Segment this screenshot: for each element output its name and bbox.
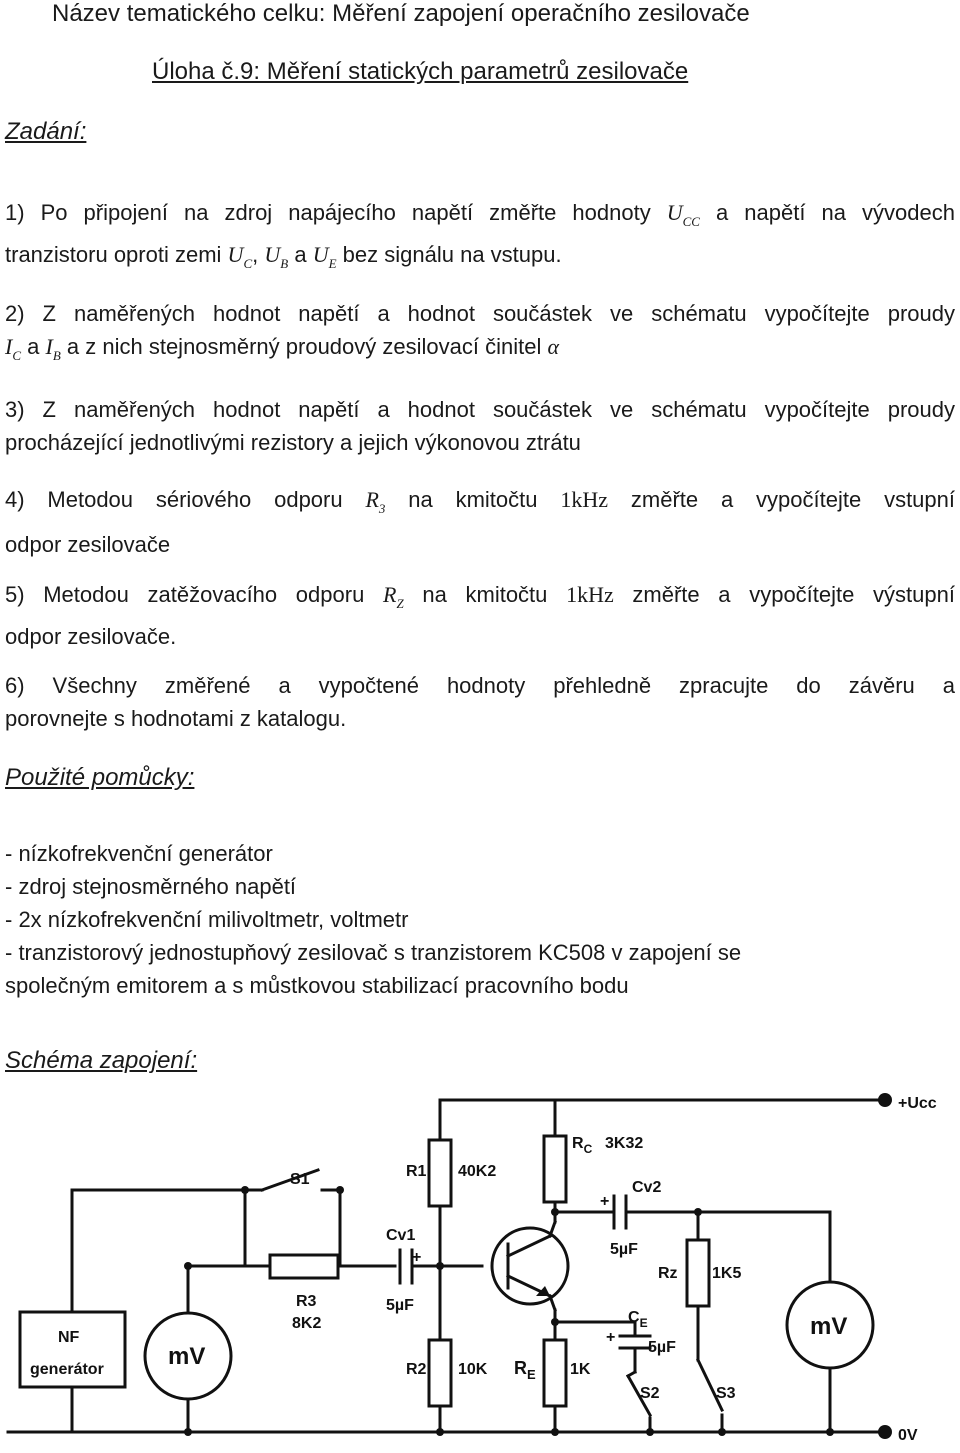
- label-cv1-plus: +: [412, 1249, 422, 1266]
- item-5-text-b: na kmitočtu: [422, 582, 548, 607]
- item-4-text-b: na kmitočtu: [408, 487, 538, 512]
- tools-item: společným emitorem a s můstkovou stabilizací pracovního bodu: [5, 973, 629, 998]
- label-rc: $R_C$: [572, 1135, 593, 1156]
- label-cv2: Cv2: [632, 1179, 662, 1196]
- label-ce-plus: +: [606, 1329, 616, 1346]
- label-r3-value: 8K2: [292, 1315, 322, 1332]
- label-ucc: +Ucc: [898, 1095, 937, 1112]
- junction-dot: [436, 1428, 444, 1436]
- label-s3: S3: [716, 1385, 736, 1402]
- label-r2-value: 10K: [458, 1361, 488, 1378]
- item-5-text-d: odpor zesilovače.: [5, 624, 177, 649]
- junction-dot: [551, 1428, 559, 1436]
- item-1-text-d: bez signálu na vstupu.: [342, 242, 562, 267]
- assignment-item-5: [5, 578, 955, 653]
- item-4-text-c: změřte a vypočítejte vstupní: [630, 487, 955, 512]
- item-5-text-a: 5) Metodou zatěžovacího odporu: [5, 582, 365, 607]
- label-0v: 0V: [898, 1427, 918, 1444]
- label-s2: S2: [640, 1385, 660, 1402]
- junction-dot: [241, 1186, 249, 1194]
- item-6-text-a: 6) Všechny změřené a vypočtené hodnoty přehledně zpracujte do závěru a: [5, 673, 955, 698]
- assignment-item-6: [5, 669, 955, 735]
- re-resistor: [544, 1340, 566, 1406]
- tools-list: [5, 837, 955, 1002]
- label-r1: R1: [406, 1163, 427, 1180]
- topic-title: Název tematického celku: Měření zapojení operačního zesilovače: [52, 0, 750, 27]
- task-title: Úloha č.9: Měření statických parametrů zesilovače: [152, 58, 689, 85]
- label-re: $R_E$: [514, 1358, 536, 1382]
- junction-dot: [436, 1262, 444, 1270]
- r3-resistor: [270, 1255, 338, 1278]
- junction-dot: [336, 1186, 344, 1194]
- ucc-terminal: [878, 1093, 892, 1107]
- label-ce-value: 5µF: [648, 1339, 676, 1356]
- alpha-symbol: α: [547, 334, 560, 359]
- label-cv1: Cv1: [386, 1227, 416, 1244]
- uc-symbol: $U_C$: [227, 242, 253, 271]
- schematic-heading: Schéma zapojení:: [5, 1047, 198, 1074]
- label-r2: R2: [406, 1361, 427, 1378]
- transistor-kc508: [492, 1228, 568, 1304]
- r3-symbol: $R_3$: [365, 487, 386, 516]
- circuit-schematic: [0, 1080, 960, 1453]
- label-nf: NF: [58, 1329, 80, 1346]
- junction-dot: [184, 1428, 192, 1436]
- assignment-item-3: [5, 393, 955, 459]
- item-3-text-b: procházející jednotlivými rezistory a jejich výkonovou ztrátu: [5, 430, 581, 455]
- r2-resistor: [429, 1340, 451, 1406]
- assignment-heading: Zadání:: [5, 118, 87, 145]
- junction-dot: [551, 1208, 559, 1216]
- label-cv1-value: 5µF: [386, 1297, 414, 1314]
- junction-dot: [718, 1428, 726, 1436]
- junction-dot: [551, 1318, 559, 1326]
- label-r1-value: 40K2: [458, 1163, 497, 1180]
- junction-dot: [646, 1428, 654, 1436]
- item-2-text-a: 2) Z naměřených hodnot napětí a hodnot součástek ve schématu vypočítejte proudy: [5, 301, 955, 326]
- label-mv-output: mV: [810, 1313, 848, 1340]
- junction-dot: [184, 1262, 192, 1270]
- label-s1: S1: [290, 1171, 310, 1188]
- label-rc-value: 3K32: [605, 1135, 644, 1152]
- assignment-item-4: [5, 482, 955, 563]
- label-cv2-value: 5µF: [610, 1241, 638, 1258]
- item-4-freq: 1kHz: [560, 487, 609, 512]
- label-r3: R3: [296, 1293, 317, 1310]
- rc-resistor: [544, 1136, 566, 1202]
- tools-item: - tranzistorový jednostupňový zesilovač s tranzistorem KC508 v zapojení se: [5, 940, 742, 965]
- item-6-text-b: porovnejte s hodnotami z katalogu.: [5, 706, 347, 731]
- label-mv-input: mV: [168, 1343, 206, 1370]
- tools-item: - zdroj stejnosměrného napětí: [5, 874, 297, 899]
- r1-resistor: [429, 1140, 451, 1206]
- item-5-text-c: změřte a vypočítejte výstupní: [632, 582, 955, 607]
- tools-heading: Použité pomůcky:: [5, 764, 195, 791]
- ground-terminal: [878, 1425, 892, 1439]
- item-2-text-b: a z nich stejnosměrný proudový zesilovací činitel: [66, 334, 542, 359]
- item-4-text-a: 4) Metodou sériového odporu: [5, 487, 343, 512]
- assignment-item-2: 2) Z naměřených hodnot napětí a hodnot součástek ve schématu vypočítejte proudy $I_C$ a $I_B$ a z nich stejnosměrný proudový zesilovací činitel α: [5, 297, 955, 372]
- item-1-text-b: a napětí na vývodech: [716, 200, 955, 225]
- rz-symbol: $R_Z$: [383, 582, 404, 611]
- item-4-text-d: odpor zesilovače: [5, 532, 171, 557]
- junction-dot: [694, 1208, 702, 1216]
- item-1-text-c: tranzistoru oproti zemi: [5, 242, 222, 267]
- assignment-item-1: 1) Po připojení na zdroj napájecího napětí změřte hodnoty $U_{CC}$ a napětí na vývodech tranzistoru oproti zemi $U_C$, $U_B$ a $U_E$ bez signálu na vstupu.: [5, 200, 955, 271]
- ub-symbol: $U_B$: [264, 242, 289, 271]
- tools-item: - nízkofrekvenční generátor: [5, 841, 273, 866]
- ue-symbol: $U_E$: [312, 242, 337, 271]
- ib-symbol: $I_B$: [45, 334, 61, 363]
- label-generator: generátor: [30, 1361, 104, 1378]
- label-re-value: 1K: [570, 1361, 591, 1378]
- label-rz: Rz: [658, 1265, 678, 1282]
- rz-resistor: [687, 1240, 709, 1306]
- ucc-symbol: $U_{CC}$: [666, 200, 700, 229]
- label-cv2-plus: +: [600, 1193, 610, 1210]
- item-5-freq: 1kHz: [566, 582, 614, 607]
- junction-dot: [826, 1428, 834, 1436]
- ic-symbol: $I_C$: [5, 334, 21, 363]
- item-1-text-a: 1) Po připojení na zdroj napájecího napětí změřte hodnoty: [5, 200, 651, 225]
- label-ce: $C_E$: [628, 1309, 648, 1330]
- label-rz-value: 1K5: [712, 1265, 742, 1282]
- tools-item: - 2x nízkofrekvenční milivoltmetr, voltmetr: [5, 907, 409, 932]
- item-3-text-a: 3) Z naměřených hodnot napětí a hodnot součástek ve schématu vypočítejte proudy: [5, 397, 955, 422]
